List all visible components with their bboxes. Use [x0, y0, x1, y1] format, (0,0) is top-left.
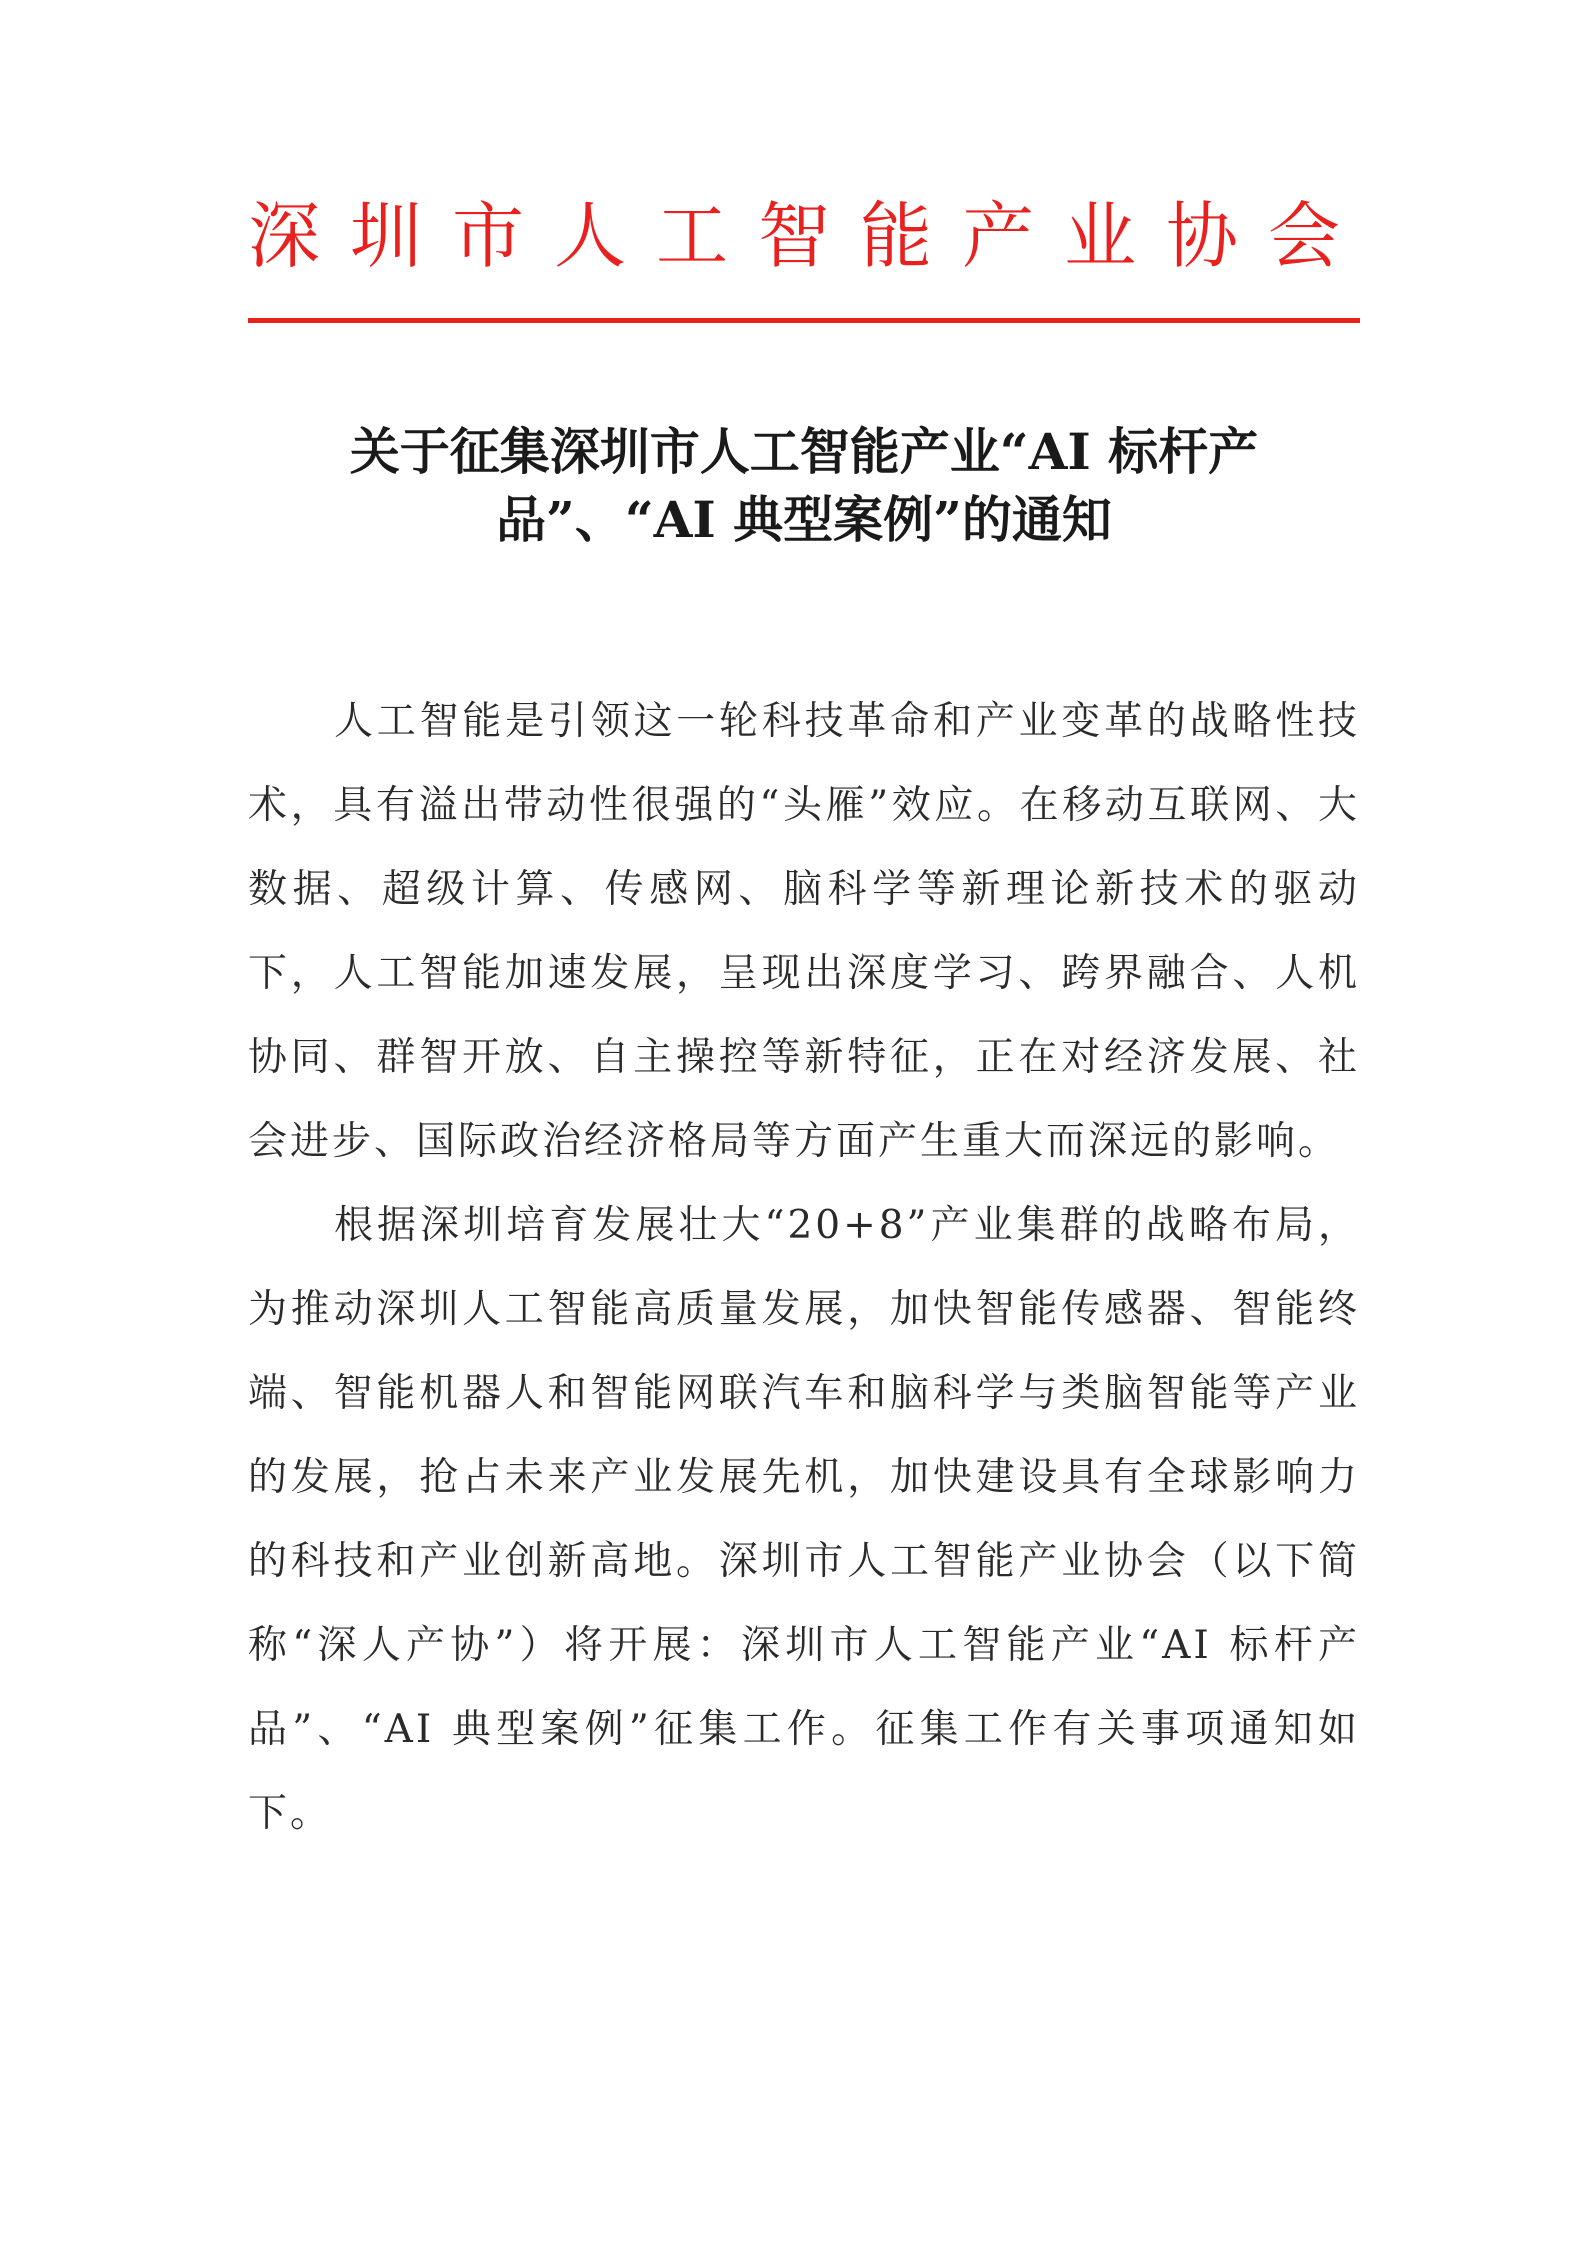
document-title-line-1: 关于征集深圳市人工智能产业“AI 标杆产	[349, 422, 1259, 481]
letterhead-divider	[248, 318, 1360, 323]
body-paragraph: 人工智能是引领这一轮科技革命和产业变革的战略性技术，具有溢出带动性很强的“头雁”效应。在移动互联网、大数据、超级计算、传感网、脑科学等新理论新技术的驱动下，人工智能加速发展，呈现出深度学习、跨界融合、人机协同、群智开放、自主操控等新特征，正在对经济发展、社会进步、国际政治经济格局等方面产生重大而深远的影响。	[248, 699, 1360, 1164]
document-body	[248, 680, 1360, 1856]
document-title	[248, 418, 1360, 554]
document-title-line-2: 品”、“AI 典型案例”的通知	[496, 490, 1112, 549]
body-paragraph: 根据深圳培育发展壮大“20+8”产业集群的战略布局，为推动深圳人工智能高质量发展，加快智能传感器、智能终端、智能机器人和智能网联汽车和脑科学与类脑智能等产业的发展，抢占未来产业发展先机，加快建设具有全球影响力的科技和产业创新高地。深圳市人工智能产业协会（以下简称“深人产协”）将开展：深圳市人工智能产业“AI 标杆产品”、“AI 典型案例”征集工作。征集工作有关事项通知如下。	[248, 1203, 1360, 1836]
letterhead-org-name: 深圳市人工智能产业协会	[248, 194, 1371, 278]
